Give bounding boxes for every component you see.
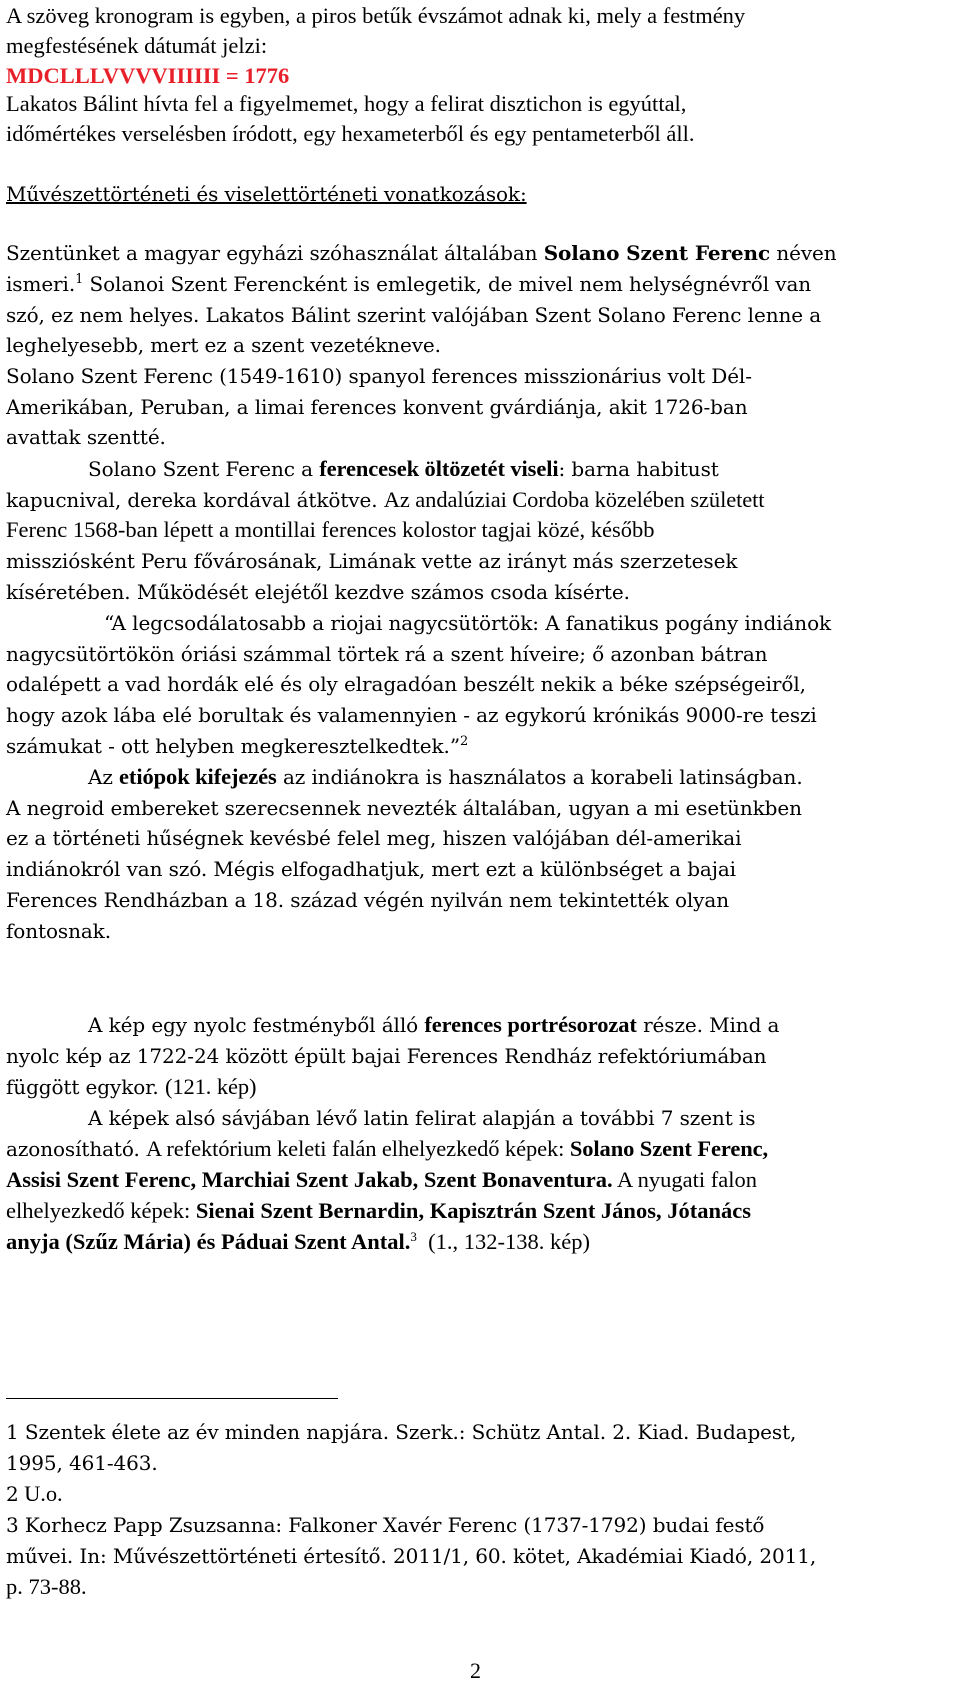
text-span: része. Mind a xyxy=(636,1013,780,1037)
footnote xyxy=(6,1418,796,1446)
text-line: szó, ez nem helyes. Lakatos Bálint szerint valójában Szent Solano Ferenc lenne a xyxy=(6,303,822,327)
bold-span: anyja (Szűz Mária) és Páduai Szent Antal. xyxy=(6,1229,411,1254)
text-line: időmértékes verselésben íródott, egy hexameterből és egy pentameterből áll. xyxy=(6,121,695,146)
text-line: missziósként Peru fővárosának, Limának vette az irányt más szerzetesek xyxy=(6,549,738,573)
footnote-number: 1 xyxy=(6,1420,19,1444)
text-span: Az andalúziai Cordoba közelében született xyxy=(383,487,765,512)
text-line xyxy=(6,1135,768,1163)
quote-line: “A legcsodálatosabb a riojai nagycsütörtök: A fanatikus pogány indiánok xyxy=(104,611,832,635)
text-span: ismeri. xyxy=(6,272,76,296)
text-span: néven xyxy=(770,241,837,265)
text-line xyxy=(6,1011,779,1039)
chronogram-result: MDCLLLVVVVIIIIII = 1776 xyxy=(6,63,290,88)
text-span: kapucnival, dereka kordával átkötve. xyxy=(6,488,384,512)
footnote-ref: 3 xyxy=(410,1229,417,1244)
quote-line: hogy azok lába elé borultak és valamennyien - az egykorú krónikás 9000-re teszi xyxy=(6,703,817,727)
footnote: művei. In: Művészettörténeti értesítő. 2011/1, 60. kötet, Akadémiai Kiadó, 2011, xyxy=(6,1544,817,1568)
text-span: (121. kép) xyxy=(164,1074,257,1099)
text-line: ez a történeti hűségnek kevésbé felel meg, hiszen valójában dél-amerikai xyxy=(6,826,742,850)
footnote-number: 3 xyxy=(6,1513,19,1537)
quote-line: odalépett a vad hordák elé és oly elragadóan beszélt nekik a béke szépségeiről, xyxy=(6,672,806,696)
text-line xyxy=(6,270,811,298)
text-span: U.o. xyxy=(18,1481,63,1506)
text-span: : barna habitust xyxy=(558,457,719,481)
text-line: Ferenc 1568-ban lépett a montillai ferences kolostor tagjai közé, később xyxy=(6,517,655,542)
text-line: indiánokról van szó. Mégis elfogadhatjuk, mert ezt a különbséget a bajai xyxy=(6,857,736,881)
text-line: leghelyesebb, mert ez a szent vezetékneve. xyxy=(6,333,441,357)
footnote-ref: 2 xyxy=(459,734,469,749)
bold-span: Sienai Szent Bernardin, Kapisztrán Szent János, Jótanács xyxy=(195,1198,751,1223)
bold-span: etiópok kifejezés xyxy=(119,764,277,789)
text-line: A negroid embereket szerecsennek nevezték általában, ugyan a mi esetünkben xyxy=(6,796,802,820)
text-line: avattak szentté. xyxy=(6,425,166,449)
text-line: Amerikában, Peruban, a limai ferences konvent gvárdiánja, akit 1726-ban xyxy=(6,395,748,419)
text-span: Az xyxy=(88,765,120,789)
bold-span: Assisi Szent Ferenc, Marchiai Szent Jakab, Szent Bonaventura. xyxy=(6,1167,613,1192)
text-line: nyolc kép az 1722-24 között épült bajai Ferences Rendház refektóriumában xyxy=(6,1044,767,1068)
text-line: Solano Szent Ferenc (1549-1610) spanyol ferences misszionárius volt Dél- xyxy=(6,364,752,388)
text-line xyxy=(6,1228,590,1256)
text-line: Ferences Rendházban a 18. század végén nyilván nem tekintették olyan xyxy=(6,888,729,912)
text-span: A nyugati falon xyxy=(612,1167,758,1192)
footnote-number: 2 xyxy=(6,1482,19,1506)
text-span: az indiánokra is használatos a korabeli latinságban. xyxy=(276,765,803,789)
bold-span: Solano Szent Ferenc, xyxy=(569,1136,769,1161)
quote-line xyxy=(6,732,468,760)
text-line xyxy=(6,763,803,791)
text-span: függött egykor. xyxy=(6,1075,165,1099)
text-line xyxy=(6,1197,751,1225)
text-span: számukat - ott helyben megkeresztelkedtek.” xyxy=(6,734,460,758)
text-span: Solano Szent Ferenc a xyxy=(88,457,320,481)
text-span: elhelyezkedő képek: xyxy=(6,1198,196,1223)
footnote-ref: 1 xyxy=(75,272,84,287)
text-span: A refektórium keleti falán elhelyezkedő képek: xyxy=(145,1136,570,1161)
text-span: Solanoi Szent Ferencként is emlegetik, de mivel nem helységnévről van xyxy=(83,272,812,296)
text-line xyxy=(6,1166,757,1194)
section-heading: Művészettörténeti és viselettörténeti vonatkozások: xyxy=(6,182,527,206)
text-line: A szöveg kronogram is egyben, a piros betűk évszámot adnak ki, mely a festmény xyxy=(6,3,746,28)
text-span: Szentek élete az év minden napjára. Szerk.: Schütz Antal. 2. Kiad. Budapest, xyxy=(18,1420,797,1444)
text-line xyxy=(6,455,719,483)
page-number: 2 xyxy=(470,1658,481,1683)
text-line: fontosnak. xyxy=(6,919,111,943)
text-span: (1., 132-138. kép) xyxy=(416,1229,590,1254)
bold-span: Solano Szent Ferenc xyxy=(543,241,771,265)
text-line xyxy=(6,1073,256,1101)
text-line: kíséretében. Működését elejétől kezdve számos csoda kísérte. xyxy=(6,580,630,604)
text-span: Szentünket a magyar egyházi szóhasználat általában xyxy=(6,241,544,265)
text-line: Lakatos Bálint hívta fel a figyelmemet, hogy a felirat disztichon is egyúttal, xyxy=(6,91,687,116)
text-span: Korhecz Papp Zsuzsanna: Falkoner Xavér Ferenc (1737-1792) budai festő xyxy=(18,1513,765,1537)
bold-span: ferencesek öltözetét viseli xyxy=(319,456,559,481)
footnote xyxy=(6,1511,764,1539)
text-line xyxy=(6,486,764,514)
footnote xyxy=(6,1480,63,1508)
footnote-divider xyxy=(6,1398,338,1399)
text-span: A kép egy nyolc festményből álló xyxy=(88,1013,425,1037)
bold-span: ferences portrésorozat xyxy=(424,1012,637,1037)
quote-line: nagycsütörtökön óriási számmal törtek rá a szent híveire; ő azonban bátran xyxy=(6,642,768,666)
footnote: p. 73-88. xyxy=(6,1574,87,1599)
text-line xyxy=(6,239,837,267)
text-line: A képek alsó sávjában lévő latin felirat alapján a további 7 szent is xyxy=(88,1106,756,1130)
text-span: azonosítható. xyxy=(6,1137,146,1161)
text-line: megfestésének dátumát jelzi: xyxy=(6,33,268,58)
footnote: 1995, 461-463. xyxy=(6,1451,158,1475)
